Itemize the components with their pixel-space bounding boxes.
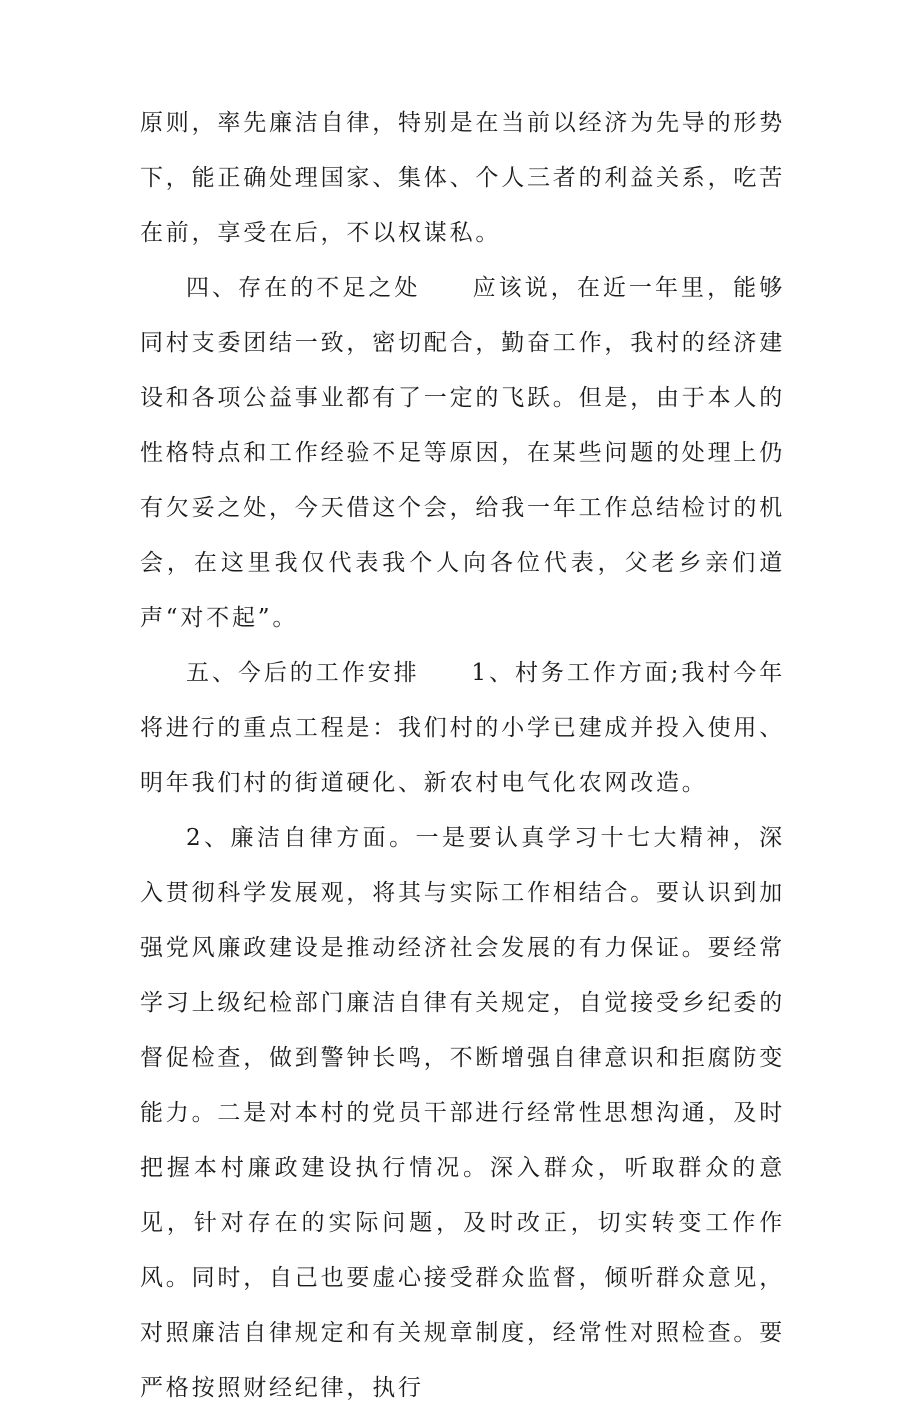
paragraph-3: 五、今后的工作安排 1、村务工作方面;我村今年将进行的重点工程是：我们村的小学已建成并投入使用、明年我们村的街道硬化、新农村电气化农网改造。 [140,660,785,796]
paragraph-2: 四、存在的不足之处 应该说，在近一年里，能够同村支委团结一致，密切配合，勤奋工作，我村的经济建设和各项公益事业都有了一定的飞跃。但是，由于本人的性格特点和工作经验不足等原因，在某些问题的处理上仍有欠妥之处，今天借这个会，给我一年工作总结检讨的机会，在这里我仅代表我个人向各位代表，父老乡亲们道声“对不起”。 [140,275,785,631]
paragraph-4: 2、廉洁自律方面。一是要认真学习十七大精神，深入贯彻科学发展观，将其与实际工作相结合。要认识到加强党风廉政建设是推动经济社会发展的有力保证。要经常学习上级纪检部门廉洁自律有关规定，自觉接受乡纪委的督促检查，做到警钟长鸣，不断增强自律意识和拒腐防变能力。二是对本村的党员干部进行经常性思想沟通，及时把握本村廉政建设执行情况。深入群众，听取群众的意见，针对存在的实际问题，及时改正，切实转变工作作风。同时，自己也要虚心接受群众监督，倾听群众意见，对照廉洁自律规定和有关规章制度，经常性对照检查。要严格按照财经纪律，执行 [140,825,785,1401]
paragraph-1: 原则，率先廉洁自律，特别是在当前以经济为先导的形势下，能正确处理国家、集体、个人三者的利益关系，吃苦在前，享受在后，不以权谋私。 [140,110,785,246]
document-page [140,96,785,1416]
